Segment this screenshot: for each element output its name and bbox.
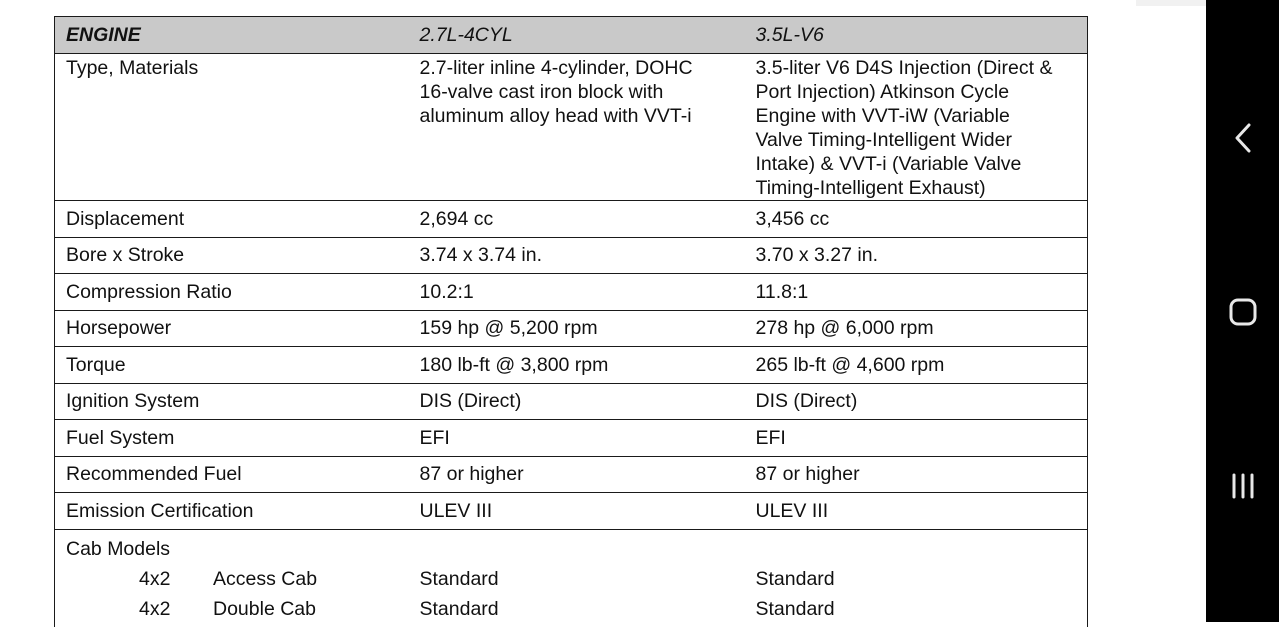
table-row [55, 310, 1088, 347]
row-value-4cyl: 3.74 x 3.74 in. [409, 237, 743, 274]
row-value-v6: 278 hp @ 6,000 rpm [743, 310, 1088, 347]
table-header-row [55, 17, 1088, 54]
row-label: Fuel System [55, 420, 409, 457]
header-engine: ENGINE [55, 17, 409, 54]
type-col2-line: 3.5-liter V6 D4S Injection (Direct & [755, 57, 1053, 79]
row-value-v6: ULEV III [743, 493, 1088, 530]
cab-item [66, 567, 409, 591]
row-value-4cyl: 87 or higher [409, 456, 743, 493]
type-col2-line: Valve Timing-Intelligent Wider [755, 129, 1012, 151]
row-value-4cyl: 10.2:1 [409, 274, 743, 311]
row-label: Recommended Fuel [55, 456, 409, 493]
cab-models-label: Cab Models [66, 537, 171, 560]
row-label: Horsepower [55, 310, 409, 347]
row-label: Bore x Stroke [55, 237, 409, 274]
table-row-cab-models [55, 529, 1088, 627]
header-col-3-5l: 3.5L-V6 [743, 17, 1088, 54]
row-value-4cyl: DIS (Direct) [409, 383, 743, 420]
header-col-2-7l: 2.7L-4CYL [409, 17, 743, 54]
table-row [55, 383, 1088, 420]
page-edge [1136, 0, 1206, 6]
type-col2-line: Port Injection) Atkinson Cycle [755, 81, 1010, 103]
cab-drive: 4x2 [139, 597, 171, 620]
row-label: Emission Certification [55, 493, 409, 530]
type-col1-line: aluminum alloy head with VVT-i [419, 105, 692, 127]
type-col2-line: Engine with VVT-iW (Variable [755, 105, 1010, 127]
row-value-v6: 3,456 cc [743, 201, 1088, 238]
row-label: Displacement [55, 201, 409, 238]
type-col2-line: Timing-Intelligent Exhaust) [755, 177, 986, 199]
table-row [55, 493, 1088, 530]
cab-value-4cyl: Standard [419, 597, 499, 620]
row-label: Torque [55, 347, 409, 384]
cab-drive: 4x2 [139, 567, 171, 590]
engine-spec-table [54, 16, 1088, 627]
row-value-4cyl: EFI [409, 420, 743, 457]
table-row [55, 456, 1088, 493]
row-value-4cyl: ULEV III [409, 493, 743, 530]
recent-apps-button[interactable] [1206, 446, 1279, 526]
home-button[interactable] [1206, 272, 1279, 352]
chevron-left-icon [1231, 121, 1255, 155]
row-value-v6: DIS (Direct) [743, 383, 1088, 420]
back-button[interactable] [1206, 98, 1279, 178]
table-row [55, 274, 1088, 311]
table-row [55, 420, 1088, 457]
three-bars-icon [1229, 472, 1257, 500]
row-value-4cyl: 159 hp @ 5,200 rpm [409, 310, 743, 347]
cab-name: Access Cab [213, 567, 318, 590]
cab-value-v6: Standard [755, 567, 835, 590]
table-row [55, 201, 1088, 238]
type-col2-line: Intake) & VVT-i (Variable Valve [755, 153, 1022, 175]
rounded-square-icon [1228, 297, 1258, 327]
table-row [55, 237, 1088, 274]
cab-item [66, 597, 409, 621]
row-value-4cyl: 180 lb-ft @ 3,800 rpm [409, 347, 743, 384]
type-col1-line: 16-valve cast iron block with [419, 81, 664, 103]
table-row [55, 347, 1088, 384]
row-value-v6: 87 or higher [743, 456, 1088, 493]
row-value-v6: 11.8:1 [743, 274, 1088, 311]
row-value-v6: EFI [743, 420, 1088, 457]
type-col2-cell [743, 54, 1088, 201]
row-value-v6: 265 lb-ft @ 4,600 rpm [743, 347, 1088, 384]
cab-label-cell [55, 529, 409, 627]
cab-value-4cyl: Standard [419, 567, 499, 590]
row-value-v6: 3.70 x 3.27 in. [743, 237, 1088, 274]
row-label: Type, Materials [55, 54, 409, 201]
table-row-type-materials [55, 54, 1088, 201]
cab-name: Double Cab [213, 597, 316, 620]
row-label: Ignition System [55, 383, 409, 420]
android-navigation-bar [1206, 0, 1279, 622]
row-label: Compression Ratio [55, 274, 409, 311]
type-col1-cell [409, 54, 743, 201]
row-value-4cyl: 2,694 cc [409, 201, 743, 238]
cab-col1-cell [409, 529, 743, 627]
spacer [756, 537, 1088, 561]
spacer [420, 537, 743, 561]
type-col1-line: 2.7-liter inline 4-cylinder, DOHC [419, 57, 693, 79]
cab-col2-cell [743, 529, 1088, 627]
cab-value-v6: Standard [755, 597, 835, 620]
